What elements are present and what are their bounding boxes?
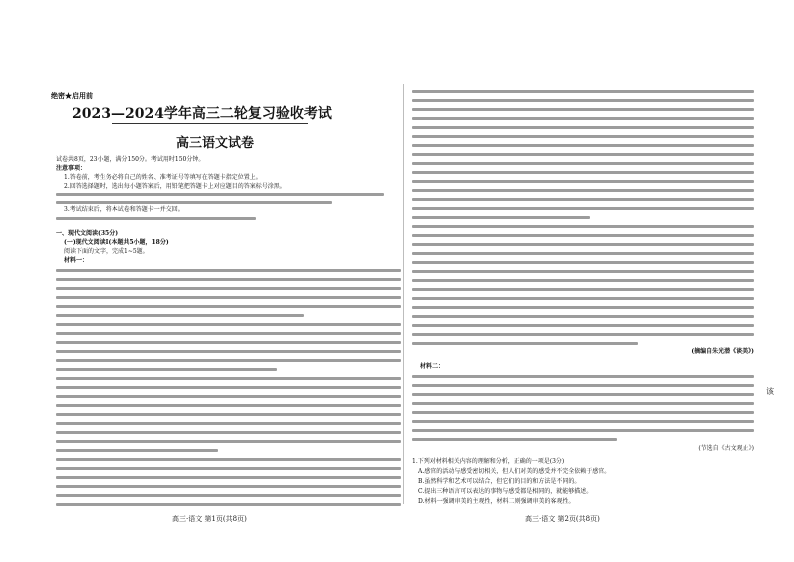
text-line <box>412 170 754 175</box>
section-heading: 一、现代文阅读(35分) <box>56 230 119 237</box>
text-line <box>56 430 401 435</box>
text-line <box>412 206 754 211</box>
text-line <box>412 278 754 283</box>
text-line <box>56 322 401 327</box>
text-line <box>412 341 754 346</box>
subsection-heading: (一)现代文阅读Ⅰ(本题共5小题，18分) <box>64 239 169 246</box>
text-line <box>56 421 401 426</box>
text-line <box>412 143 754 148</box>
text-line <box>56 484 401 489</box>
text-line <box>412 98 754 103</box>
text-line <box>56 304 401 309</box>
confidential-label: 绝密★启用前 <box>51 91 93 100</box>
option-b: B.虽然科学和艺术可以结合，但它们的目的和方法是不同的。 <box>418 478 581 485</box>
material-label: 材料一： <box>64 257 89 264</box>
text-line <box>56 358 401 363</box>
text-line <box>412 401 754 406</box>
text-line <box>412 269 754 274</box>
instruction: 阅读下面的文字，完成1~5题。 <box>64 248 149 255</box>
text-line <box>56 192 401 197</box>
text-line <box>56 340 401 345</box>
text-line <box>56 268 401 273</box>
text-line <box>56 313 401 318</box>
citation: (摘编自朱光潜《谈美》) <box>691 348 754 355</box>
text-line <box>412 437 754 442</box>
material-label: 材料二： <box>420 363 445 370</box>
text-line <box>56 439 401 444</box>
note-1: 1.答卷前，考生务必将自己的姓名、准考证号等填写在答题卡指定位置上。 <box>64 174 262 181</box>
left-page <box>51 80 401 510</box>
option-a: A.感官的活动与感受密切相关，但人们对美的感受并不完全依赖于感官。 <box>418 468 611 475</box>
text-line <box>412 134 754 139</box>
exam-info: 试卷共8页，23小题，满分150分。考试用时150分钟。 <box>56 156 205 163</box>
text-line <box>412 410 754 415</box>
text-line <box>56 367 401 372</box>
citation: (节选自《古文观止》) <box>698 445 754 452</box>
text-line <box>412 374 754 379</box>
page-divider <box>403 84 404 504</box>
page-footer-right: 高三·语文 第2页(共8页) <box>525 515 600 523</box>
text-line <box>56 376 401 381</box>
text-line <box>56 403 401 408</box>
text-line <box>412 419 754 424</box>
exam-title: 2023—2024学年高三二轮复习验收考试 <box>72 106 332 122</box>
text-line <box>56 331 401 336</box>
title-rule <box>112 123 308 124</box>
text-line <box>412 215 754 220</box>
text-line <box>56 394 401 399</box>
text-line <box>56 385 401 390</box>
text-line <box>412 251 754 256</box>
text-line <box>412 383 754 388</box>
text-line <box>412 107 754 112</box>
text-line <box>412 179 754 184</box>
text-line <box>56 216 401 221</box>
text-line <box>412 89 754 94</box>
text-line <box>412 197 754 202</box>
text-line <box>412 260 754 265</box>
text-line <box>412 428 754 433</box>
exam-subtitle: 高三语文试卷 <box>176 136 255 151</box>
text-line <box>412 287 754 292</box>
text-line <box>412 242 754 247</box>
edge-mark: 该 <box>766 387 774 396</box>
text-line <box>56 200 401 205</box>
text-line <box>56 277 401 282</box>
text-line <box>412 224 754 229</box>
page-footer-left: 高三·语文 第1页(共8页) <box>172 515 247 523</box>
option-d: D.材料一强调审美的主观性，材料二则强调审美的客观性。 <box>418 498 575 505</box>
text-line <box>412 296 754 301</box>
note-3: 3.考试结束后，将本试卷和答题卡一并交回。 <box>64 206 184 213</box>
text-line <box>56 466 401 471</box>
note-2: 2.回答选择题时，选出每小题答案后，用铅笔把答题卡上对应题目的答案标号涂黑。 <box>64 183 286 190</box>
text-line <box>412 233 754 238</box>
text-line <box>56 412 401 417</box>
text-line <box>412 116 754 121</box>
text-line <box>56 493 401 498</box>
text-line <box>412 188 754 193</box>
text-line <box>56 502 401 507</box>
text-line <box>412 305 754 310</box>
text-line <box>56 286 401 291</box>
text-line <box>412 125 754 130</box>
text-line <box>56 349 401 354</box>
right-page <box>412 80 754 510</box>
text-line <box>56 295 401 300</box>
notes-heading: 注意事项： <box>56 165 87 172</box>
text-line <box>56 475 401 480</box>
text-line <box>412 152 754 157</box>
option-c: C.提出三种语言可以表达的事物与感受都是相同的，就能够描述。 <box>418 488 593 495</box>
text-line <box>56 457 401 462</box>
text-line <box>412 332 754 337</box>
text-line <box>412 392 754 397</box>
text-line <box>412 323 754 328</box>
text-line <box>412 161 754 166</box>
text-line <box>56 448 401 453</box>
question-1: 1.下列对材料相关内容的理解和分析，正确的一项是(3分) <box>412 458 565 465</box>
text-line <box>412 314 754 319</box>
